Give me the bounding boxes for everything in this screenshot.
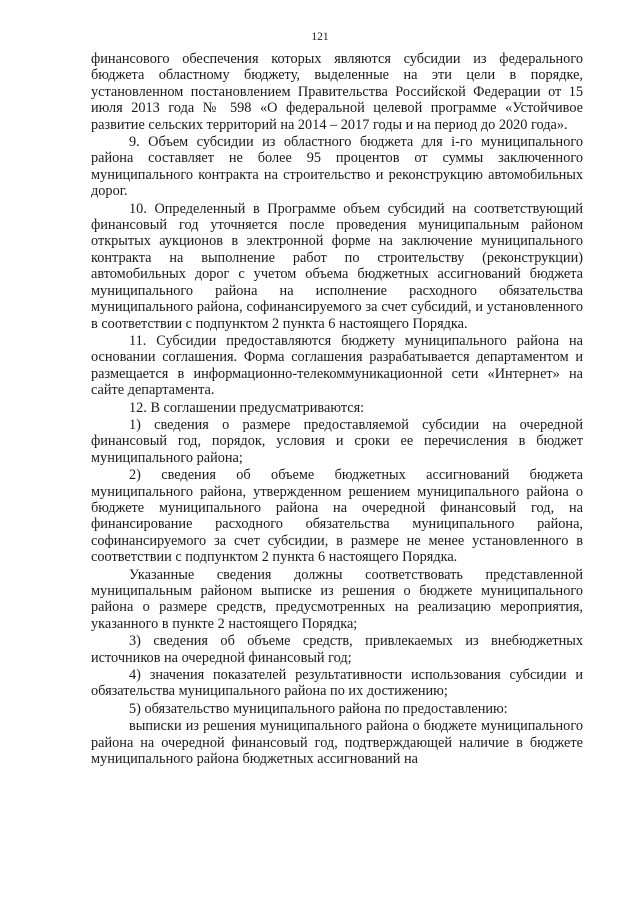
paragraph: 12. В соглашении предусматриваются: [129, 399, 365, 416]
paragraph: 3) сведения об объеме средств, привлекаемых из внебюджетных источников на очередной финансовый год; [91, 633, 583, 666]
page-number: 121 [311, 31, 329, 43]
document-body [91, 51, 583, 767]
paragraph: 1) сведения о размере предоставляемой субсидии на очередной финансовый год, порядок, условия и сроки ее перечисления в бюджет муниципального района; [91, 416, 583, 466]
paragraph: финансового обеспечения которых являются субсидии из федерального бюджета областному бюджету, выделенные на эти цели в порядке, установленном постановлением Правительства Российской Федерации от 15 июля 2013 года № 598 «О федеральной целевой программе «Устойчивое развитие сельских территорий на 2014 – 2017 годы и на период до 2020 года». [91, 51, 583, 133]
paragraph: 11. Субсидии предоставляются бюджету муниципального района на основании соглашения. Форма соглашения разрабатывается департаментом и размещается в информационно-телекоммуникационной сети «Интернет» на сайте департамента. [91, 332, 583, 399]
paragraph: 5) обязательство муниципального района по предоставлению: [129, 700, 508, 717]
paragraph: выписки из решения муниципального района о бюджете муниципального района на очередной финансовый год, подтверждающей наличие в бюджете муниципального района бюджетных ассигнований на [91, 718, 583, 768]
paragraph: 9. Объем субсидии из областного бюджета для i-го муниципального района составляет не более 95 процентов от суммы заключенного муниципального контракта на строительство и реконструкцию автомобильных дорог. [91, 134, 583, 200]
paragraph: 10. Определенный в Программе объем субсидий на соответствующий финансовый год уточняется после проведения муниципальным районом открытых аукционов в электронной форме на заключение муниципального контракта на выполнение работ по строительству (реконструкции) автомобильных дорог с учетом объема бюджетных ассигнований бюджета муниципального района на исполнение расходного обязательства муниципального района, софинансируемого за счет субсидий, и установленного в соответствии с подпунктом 2 пункта 6 настоящего Порядка. [91, 200, 583, 332]
paragraph: 4) значения показателей результативности использования субсидии и обязательства муниципального района по их достижению; [91, 667, 583, 700]
paragraph: 2) сведения об объеме бюджетных ассигнований бюджета муниципального района, утвержденном решением муниципального района о бюджете муниципального района на очередной финансовый год, на финансирование расходного обязательства муниципального района, софинансируемого за счет субсидии, в размере не менее установленного в соответствии с подпунктом 2 пункта 6 настоящего Порядка. [91, 467, 583, 566]
paragraph: Указанные сведения должны соответствовать представленной муниципальным районом выписке из решения о бюджете муниципального района о размере средств, предусмотренных на реализацию мероприятия, указанного в пункте 2 настоящего Порядка; [91, 566, 583, 632]
